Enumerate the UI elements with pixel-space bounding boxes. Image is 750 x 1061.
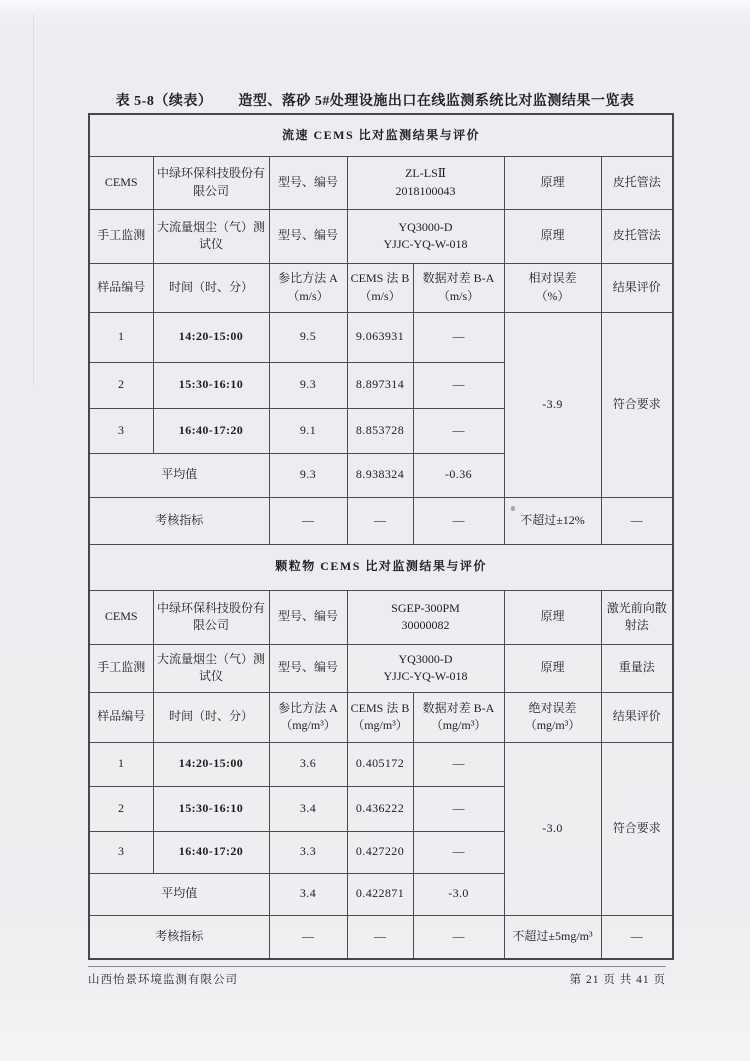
equip-type-label: CEMS [89,590,153,644]
model-value [347,156,504,209]
cell-time-range: 14:20-15:00 [153,742,269,786]
cell-assess-ref: — [269,915,347,959]
principle-label: 原理 [504,644,601,692]
cell-avg-diff: -0.36 [413,453,504,497]
cell-cems-value: 0.436222 [347,786,413,831]
cell-diff-value: — [413,742,504,786]
cell-avg-ref: 9.3 [269,453,347,497]
average-label: 平均值 [89,453,269,497]
cell-assess-cems: — [347,915,413,959]
col-header-diff: 数据对差 B-A （m/s） [413,263,504,312]
cell-diff-value: — [413,362,504,408]
cell-sample-no: 1 [89,312,153,362]
cell-avg-ref: 3.4 [269,873,347,915]
principle-value: 重量法 [601,644,673,692]
model-label: 型号、编号 [269,644,347,692]
model-label: 型号、编号 [269,590,347,644]
page-footer [88,971,666,987]
col-header-evaluation: 结果评价 [601,263,673,312]
cell-ref-value: 3.6 [269,742,347,786]
cell-diff-value: — [413,312,504,362]
cell-relative-error: -3.9 [504,312,601,497]
model-value [347,590,504,644]
cell-cems-value: 8.853728 [347,408,413,453]
col-header-diff: 数据对差 B-A （mg/m³） [413,692,504,742]
cell-sample-no: 2 [89,362,153,408]
table-number-label: 表 5-8（续表） [115,94,213,109]
section-title-particulate: 颗粒物 CEMS 比对监测结果与评价 [89,544,673,590]
col-header-error: 相对误差 （%） [504,263,601,312]
model-line1: YQ3000-D [398,219,453,234]
vendor-name: 中绿环保科技股份有限公司 [153,156,269,209]
col-header-cems-method: CEMS 法 B （mg/m³） [347,692,413,742]
model-line2: YJJC-YQ-W-018 [383,237,468,251]
cell-cems-value: 8.897314 [347,362,413,408]
cell-avg-cems: 0.422871 [347,873,413,915]
principle-label: 原理 [504,156,601,209]
assessment-label: 考核指标 [89,915,269,959]
cell-time-range: 16:40-17:20 [153,408,269,453]
principle-value: 皮托管法 [601,209,673,263]
model-label: 型号、编号 [269,209,347,263]
model-line2: YJJC-YQ-W-018 [383,669,468,683]
cell-avg-cems: 8.938324 [347,453,413,497]
cell-assess-diff: — [413,915,504,959]
model-line2: 2018100043 [395,183,456,198]
col-header-time: 时间（时、分） [153,263,269,312]
cell-avg-diff: -3.0 [413,873,504,915]
principle-label: 原理 [504,209,601,263]
section-title-flow: 流速 CEMS 比对监测结果与评价 [89,114,673,156]
cell-time-range: 14:20-15:00 [153,312,269,362]
assessment-label: 考核指标 [89,497,269,544]
cell-time-range: 16:40-17:20 [153,831,269,873]
cell-assess-criterion: 不超过±12% [504,497,601,544]
equip-type-label: 手工监测 [89,644,153,692]
average-label: 平均值 [89,873,269,915]
model-value [347,209,504,263]
cell-time-range: 15:30-16:10 [153,362,269,408]
cell-assess-result: — [601,915,673,959]
cell-cems-value: 0.427220 [347,831,413,873]
cell-evaluation: 符合要求 [601,742,673,915]
footer-divider [88,966,666,967]
model-label: 型号、编号 [269,156,347,209]
principle-value: 激光前向散射法 [601,590,673,644]
cell-diff-value: — [413,831,504,873]
cell-ref-value: 3.4 [269,786,347,831]
cell-assess-criterion: 不超过±5mg/m³ [504,915,601,959]
cell-ref-value: 9.1 [269,408,347,453]
cell-diff-value: — [413,408,504,453]
cell-diff-value: — [413,786,504,831]
cell-sample-no: 1 [89,742,153,786]
cell-assess-result: — [601,497,673,544]
cell-assess-cems: — [347,497,413,544]
scan-edge-line [33,14,34,386]
cell-cems-value: 0.405172 [347,742,413,786]
model-value [347,644,504,692]
col-header-error: 绝对误差 （mg/m³） [504,692,601,742]
col-header-time: 时间（时、分） [153,692,269,742]
equip-type-label: CEMS [89,156,153,209]
col-header-evaluation: 结果评价 [601,692,673,742]
model-line1: YQ3000-D [398,651,453,666]
col-header-sample-no: 样品编号 [89,692,153,742]
footer-page-number: 第 21 页 共 41 页 [569,974,666,986]
comparison-results-table [88,113,674,960]
col-header-cems-method: CEMS 法 B （m/s） [347,263,413,312]
cell-sample-no: 2 [89,786,153,831]
scan-artifact [511,506,515,511]
cell-ref-value: 9.3 [269,362,347,408]
model-line1: SGEP-300PM [391,600,460,615]
cell-absolute-error: -3.0 [504,742,601,915]
cell-time-range: 15:30-16:10 [153,786,269,831]
principle-value: 皮托管法 [601,156,673,209]
footer-company: 山西怡景环境监测有限公司 [88,974,238,986]
cell-assess-ref: — [269,497,347,544]
cell-cems-value: 9.063931 [347,312,413,362]
model-line1: ZL-LSⅡ [405,166,446,181]
instrument-name: 大流量烟尘（气）测试仪 [153,209,269,263]
cell-sample-no: 3 [89,831,153,873]
equip-type-label: 手工监测 [89,209,153,263]
vendor-name: 中绿环保科技股份有限公司 [153,590,269,644]
col-header-ref-method: 参比方法 A （m/s） [269,263,347,312]
model-line2: 30000082 [401,618,450,632]
cell-ref-value: 3.3 [269,831,347,873]
cell-evaluation: 符合要求 [601,312,673,497]
cell-assess-diff: — [413,497,504,544]
table-title-text: 造型、落砂 5#处理设施出口在线监测系统比对监测结果一览表 [238,94,635,109]
col-header-ref-method: 参比方法 A （mg/m³） [269,692,347,742]
cell-sample-no: 3 [89,408,153,453]
instrument-name: 大流量烟尘（气）测试仪 [153,644,269,692]
document-title [78,90,672,110]
cell-ref-value: 9.5 [269,312,347,362]
col-header-sample-no: 样品编号 [89,263,153,312]
principle-label: 原理 [504,590,601,644]
